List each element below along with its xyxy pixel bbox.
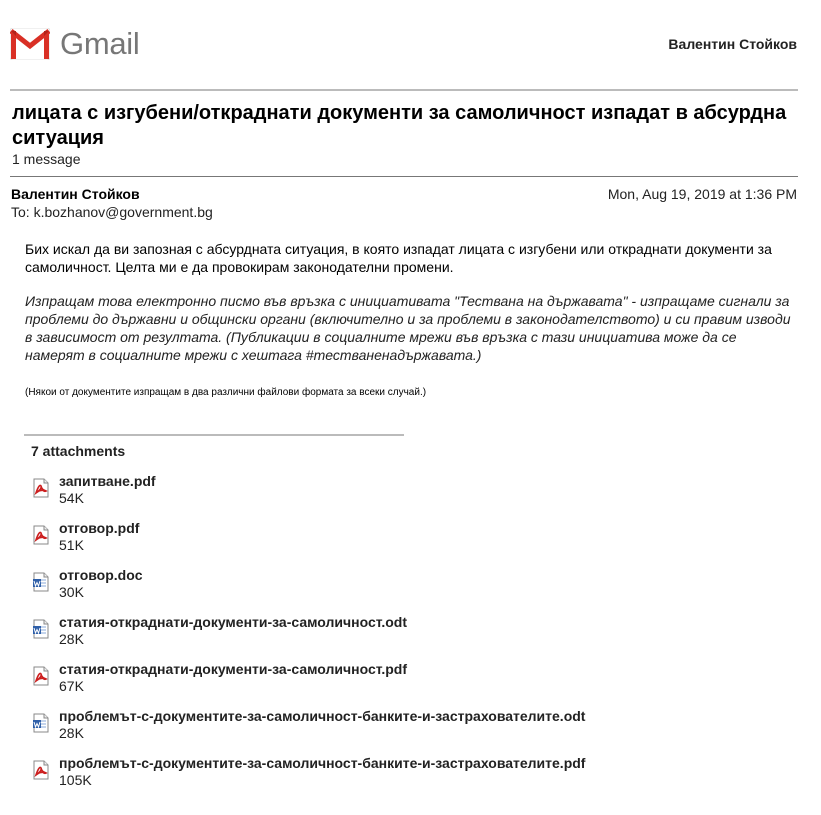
attachment-size: 105K	[59, 772, 92, 788]
attachment-name[interactable]: отговор.doc	[59, 567, 143, 583]
word-doc-icon	[31, 619, 51, 639]
word-doc-icon	[31, 572, 51, 592]
attachment-name[interactable]: проблемът-с-документите-за-самоличност-банките-и-застрахователите.pdf	[59, 755, 586, 771]
attachment-name[interactable]: статия-откраднати-документи-за-самоличност.pdf	[59, 661, 408, 677]
attachment-name[interactable]: отговор.pdf	[59, 520, 140, 536]
attachment-size: 28K	[59, 725, 84, 741]
attachment-size: 30K	[59, 584, 84, 600]
body-note: (Някои от документите изпращам в два различни файлови формата за всеки случай.)	[25, 387, 427, 398]
account-name: Валентин Стойков	[668, 36, 797, 52]
gmail-envelope-icon	[10, 28, 50, 60]
thread-divider	[10, 176, 798, 177]
body-paragraph: Бих искал да ви запозная с абсурдната ситуация, в която изпадат лицата с изгубени или откраднати документи за самоличност. Целта ми е да провокирам законодателни промени.	[25, 241, 772, 275]
pdf-icon	[31, 760, 51, 780]
header-divider	[10, 89, 798, 91]
message-body	[25, 240, 795, 399]
pdf-icon	[31, 478, 51, 498]
attachment-name[interactable]: статия-откраднати-документи-за-самоличност.odt	[59, 614, 408, 630]
header	[0, 0, 821, 90]
pdf-icon	[31, 666, 51, 686]
attachment-size: 51K	[59, 537, 84, 553]
sender-name: Валентин Стойков	[11, 186, 140, 202]
recipient-line: To: k.bozhanov@government.bg	[11, 204, 213, 220]
attachment-name[interactable]: запитване.pdf	[59, 473, 156, 489]
body-paragraph-italic: Изпращам това електронно писмо във връзка с инициативата "Тествана на държавата" - изпращаме сигнали за проблеми до държавни и общински органи (включително и за проблеми в законодателството) и си правим изводи в зависимост от резултата. (Публикации в социалните мрежи във връзка с тази инициатива може да се намерят в социалните мрежи с хештага #тестваненадържавата.)	[25, 293, 791, 363]
attachment-name[interactable]: проблемът-с-документите-за-самоличност-банките-и-застрахователите.odt	[59, 708, 586, 724]
gmail-logo-text: Gmail	[60, 26, 140, 61]
attachment-size: 28K	[59, 631, 84, 647]
attachments-title: 7 attachments	[31, 443, 126, 459]
gmail-logo[interactable]	[10, 26, 139, 62]
attachment-size: 67K	[59, 678, 84, 694]
message-count: 1 message	[12, 151, 81, 167]
message-date: Mon, Aug 19, 2019 at 1:36 PM	[607, 186, 797, 202]
thread-subject: лицата с изгубени/откраднати документи за самоличност изпадат в абсурдна ситуация	[12, 102, 787, 149]
attachment-size: 54K	[59, 490, 84, 506]
attachments-divider	[24, 434, 404, 436]
word-doc-icon	[31, 713, 51, 733]
pdf-icon	[31, 525, 51, 545]
